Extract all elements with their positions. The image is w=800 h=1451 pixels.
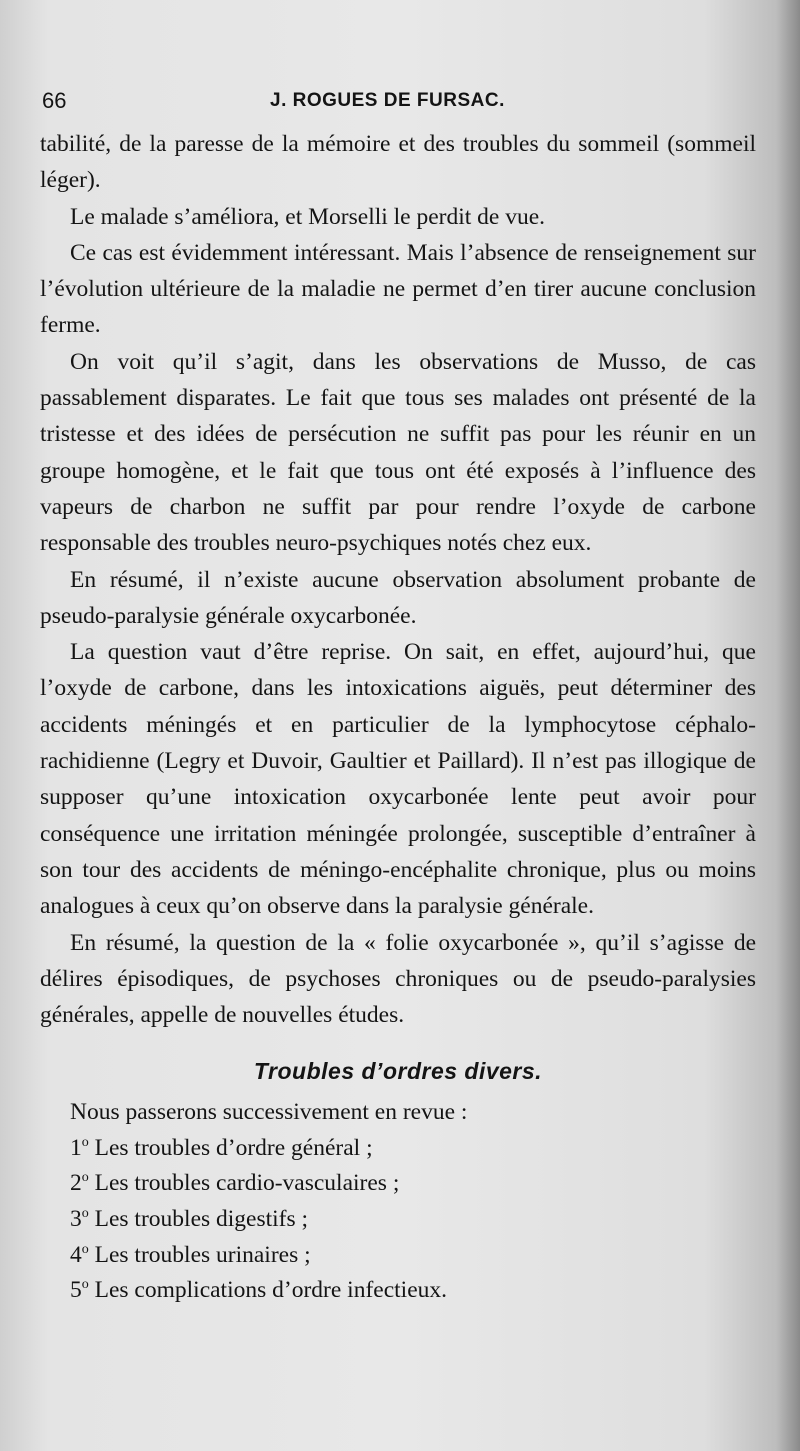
ordinal-mark: o xyxy=(81,1277,89,1293)
item-text: Les troubles urinaires ; xyxy=(94,1241,311,1268)
paragraph: Le malade s’améliora, et Morselli le perdit de vue. xyxy=(70,203,546,230)
paragraph: La question vaut d’être reprise. On sait, en effet, aujourd’hui, que l’oxyde de carbone, dans les intoxications aiguës, peut déterminer des accidents méningés et en particulier de la lymphocytose céphalo-rachidienne (Legry et Duvoir, Gaultier et Paillard). Il n’est pas illogique de supposer qu’une intoxication oxycarbonée lente peut avoir pour conséquence une irritation méningée prolongée, susceptible d’entraîner à son tour des accidents de méningo-encéphalite chronique, plus ou moins analogues à ceux qu’on observe dans la paralysie générale. xyxy=(40,639,756,920)
paragraph-continuation: tabilité, de la paresse de la mémoire et des troubles du sommeil (sommeil léger). xyxy=(40,131,756,194)
page-header xyxy=(42,88,760,118)
list-item xyxy=(70,1202,756,1238)
ordinal-mark: o xyxy=(81,1170,89,1186)
item-number: 5 xyxy=(70,1277,82,1304)
running-head: J. ROGUES DE FURSAC. xyxy=(270,90,505,111)
item-text: Les troubles d’ordre général ; xyxy=(94,1134,373,1161)
list-item xyxy=(70,1166,756,1202)
item-text: Les troubles cardio-vasculaires ; xyxy=(94,1170,400,1197)
item-text: Les complications d’ordre infectieux. xyxy=(94,1277,447,1304)
list-item xyxy=(70,1238,756,1274)
paragraph: On voit qu’il s’agit, dans les observations de Musso, de cas passablement disparates. Le fait que tous ses malades ont présenté de la tristesse et des idées de persécution ne suffit pas pour les réunir en un groupe homogène, et le fait que tous ont été exposés à l’influence des vapeurs de charbon ne suffit par pour rendre l’oxyde de carbone responsable des troubles neuro-psychiques notés chez eux. xyxy=(40,348,756,557)
section-intro: Nous passerons successivement en revue : xyxy=(70,1099,468,1126)
body-text xyxy=(40,126,756,1309)
ordinal-mark: o xyxy=(81,1241,89,1257)
list-item xyxy=(70,1273,756,1309)
section-title: Troubles d’ordres divers. xyxy=(253,1058,543,1085)
item-text: Les troubles digestifs ; xyxy=(94,1205,309,1232)
item-number: 4 xyxy=(70,1241,82,1268)
ordinal-mark: o xyxy=(81,1206,89,1222)
enumerated-list xyxy=(40,1131,756,1309)
page-number: 66 xyxy=(42,88,67,113)
list-item xyxy=(70,1131,756,1167)
item-number: 2 xyxy=(70,1170,82,1197)
paragraph: En résumé, il n’existe aucune observation absolument probante de pseudo-paralysie générale oxycarbonée. xyxy=(40,566,756,629)
ordinal-mark: o xyxy=(81,1134,89,1150)
paragraph: Ce cas est évidemment intéressant. Mais l’absence de renseignement sur l’évolution ultérieure de la maladie ne permet d’en tirer aucune conclusion ferme. xyxy=(40,239,756,339)
item-number: 3 xyxy=(70,1205,82,1232)
paragraph: En résumé, la question de la « folie oxycarbonée », qu’il s’agisse de délires épisodiques, de psychoses chroniques ou de pseudo-paralysies générales, appelle de nouvelles études. xyxy=(40,929,756,1029)
item-number: 1 xyxy=(70,1134,82,1161)
